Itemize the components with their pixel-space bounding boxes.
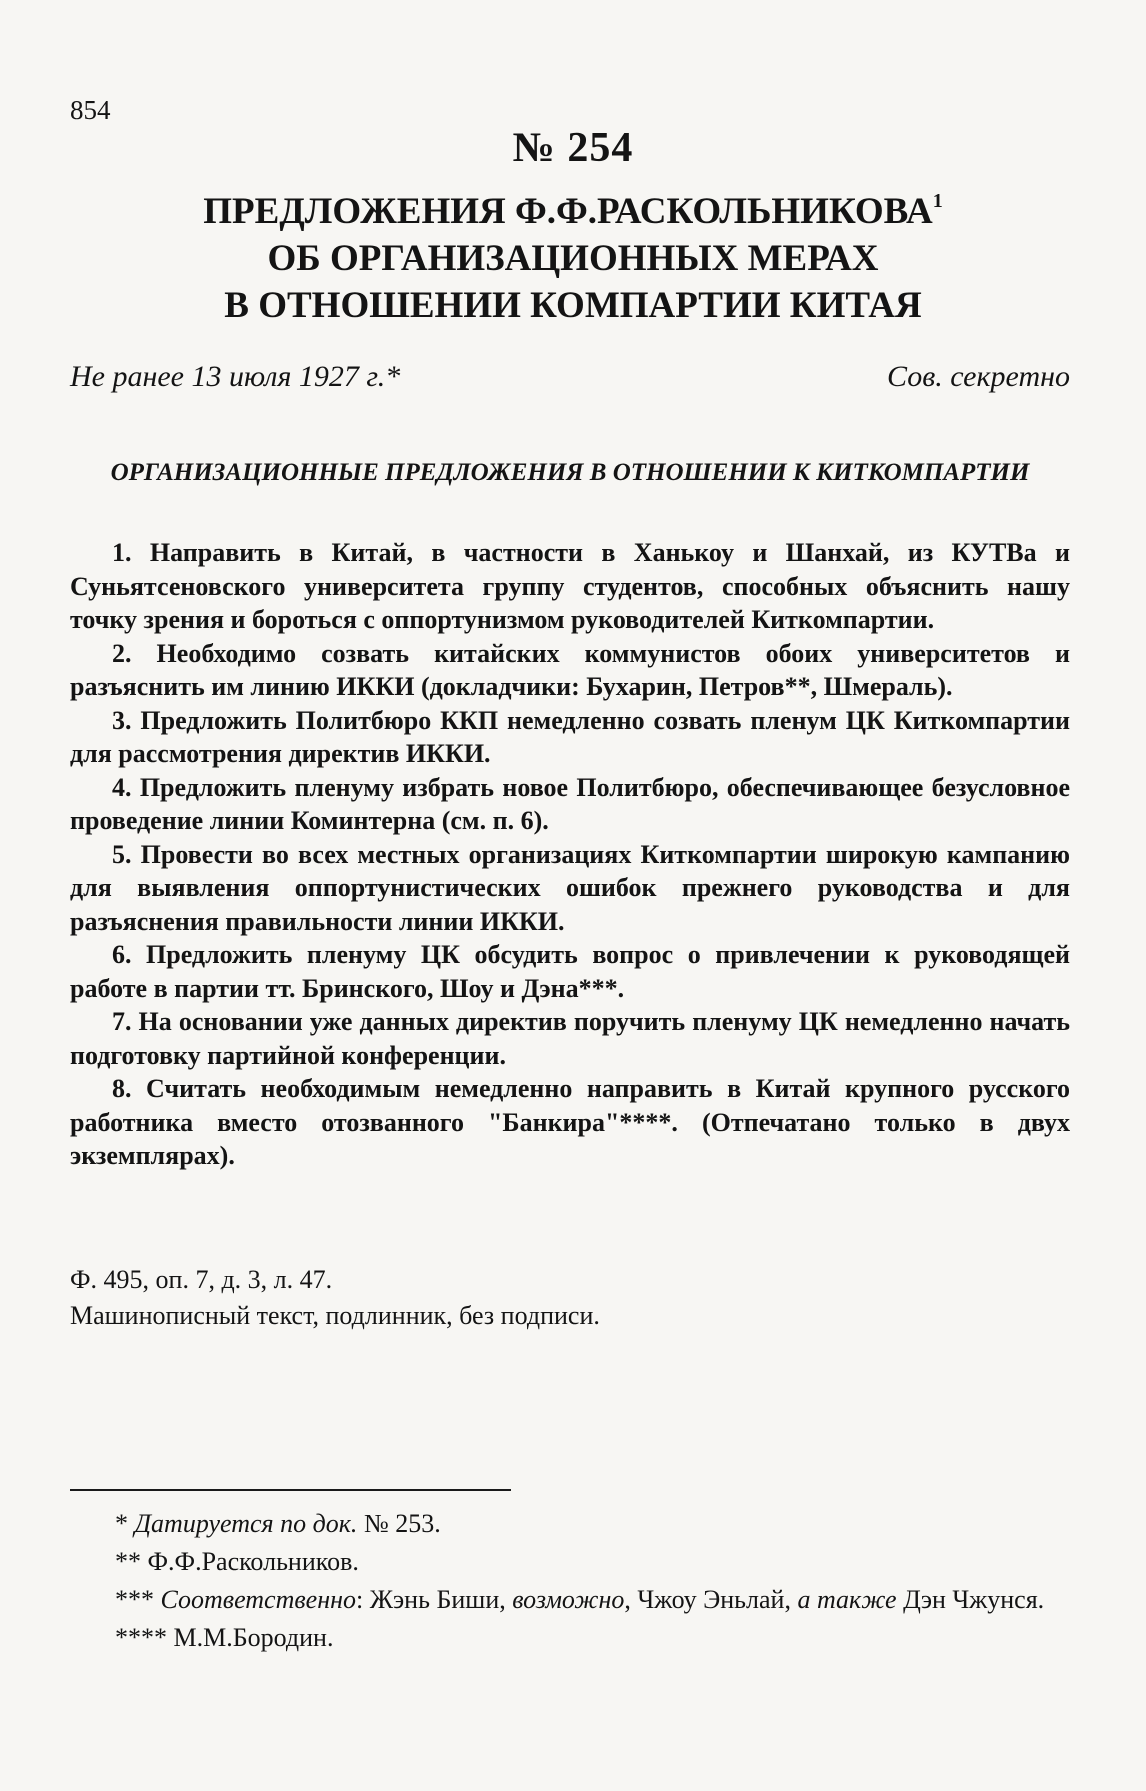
footnote-3-italic-2: возможно	[512, 1585, 625, 1614]
document-date: Не ранее 13 июля 1927 г.*	[70, 360, 401, 393]
proposal-item: 4. Предложить пленуму избрать новое Политбюро, обеспечивающее безусловное проведение линии Коминтерна (см. п. 6).	[70, 772, 1070, 835]
footnote-3-text-2: , Чжоу Эньлай,	[624, 1585, 798, 1614]
proposal-item: 8. Считать необходимым немедленно направить в Китай крупного русского работника вместо отозванного "Банкира"****. (Отпечатано только в двух экземплярах).	[70, 1074, 1070, 1170]
footnote-ref-1: 1	[932, 190, 943, 212]
proposal-item: 3. Предложить Политбюро ККП немедленно созвать пленум ЦК Киткомпартии для рассмотрения директив ИККИ.	[70, 705, 1070, 768]
section-heading: ОРГАНИЗАЦИОННЫЕ ПРЕДЛОЖЕНИЯ В ОТНОШЕНИИ К КИТКОМПАРТИИ	[110, 459, 1030, 486]
footnote-divider	[70, 1489, 511, 1491]
footnotes	[70, 1505, 1070, 1657]
document-title	[0, 188, 1146, 329]
footnote-3-text-1: : Жэнь Биши,	[356, 1585, 513, 1614]
source-note	[70, 1262, 600, 1334]
document-number: № 254	[512, 125, 634, 171]
footnote-1-rest: № 253.	[357, 1509, 441, 1538]
archive-reference: Ф. 495, оп. 7, д. 3, л. 47.	[70, 1265, 333, 1294]
footnote-3-marker: ***	[115, 1585, 161, 1614]
title-line-1-text: ПРЕДЛОЖЕНИЯ Ф.Ф.РАСКОЛЬНИКОВА	[203, 191, 933, 232]
page-number: 854	[70, 95, 111, 125]
footnote-3-italic-3: а также	[797, 1585, 897, 1614]
proposal-item: 2. Необходимо созвать китайских коммунистов обоих университетов и разъяснить им линию ИККИ (докладчики: Бухарин, Петров**, Шмераль).	[70, 638, 1070, 701]
title-line-1	[0, 188, 1146, 235]
footnote-3	[70, 1581, 1070, 1619]
source-description: Машинописный текст, подлинник, без подписи.	[70, 1301, 600, 1330]
footnote-2: ** Ф.Ф.Раскольников.	[115, 1547, 359, 1576]
title-line-3: В ОТНОШЕНИИ КОМПАРТИИ КИТАЯ	[224, 285, 922, 326]
footnote-1-marker: *	[115, 1509, 135, 1538]
proposal-item: 1. Направить в Китай, в частности в Ханькоу и Шанхай, из КУТВа и Суньятсеновского университета группу студентов, способных объяснить нашу точку зрения и бороться с оппортунизмом руководителей Киткомпартии.	[70, 538, 1070, 634]
footnote-4: **** М.М.Бородин.	[115, 1623, 334, 1652]
proposal-item: 5. Провести во всех местных организациях Киткомпартии широкую кампанию для выявления оппортунистических ошибок прежнего руководства и для разъяснения правильности линии ИККИ.	[70, 839, 1070, 936]
footnote-1-italic: Датируется по док.	[134, 1509, 358, 1538]
proposal-item: 7. На основании уже данных директив поручить пленуму ЦК немедленно начать подготовку партийной конференции.	[70, 1007, 1070, 1070]
date-line	[70, 360, 1070, 394]
proposals-list	[70, 536, 1070, 1173]
footnote-3-italic-1: Соответственно	[160, 1585, 356, 1614]
footnote-1	[70, 1505, 1070, 1543]
classification-label: Сов. секретно	[887, 360, 1070, 393]
title-line-2: ОБ ОРГАНИЗАЦИОННЫХ МЕРАХ	[267, 238, 879, 279]
footnote-3-text-3: Дэн Чжунся.	[896, 1585, 1045, 1614]
proposal-item: 6. Предложить пленуму ЦК обсудить вопрос о привлечении к руководящей работе в партии тт. Бринского, Шоу и Дэна***.	[70, 940, 1070, 1003]
